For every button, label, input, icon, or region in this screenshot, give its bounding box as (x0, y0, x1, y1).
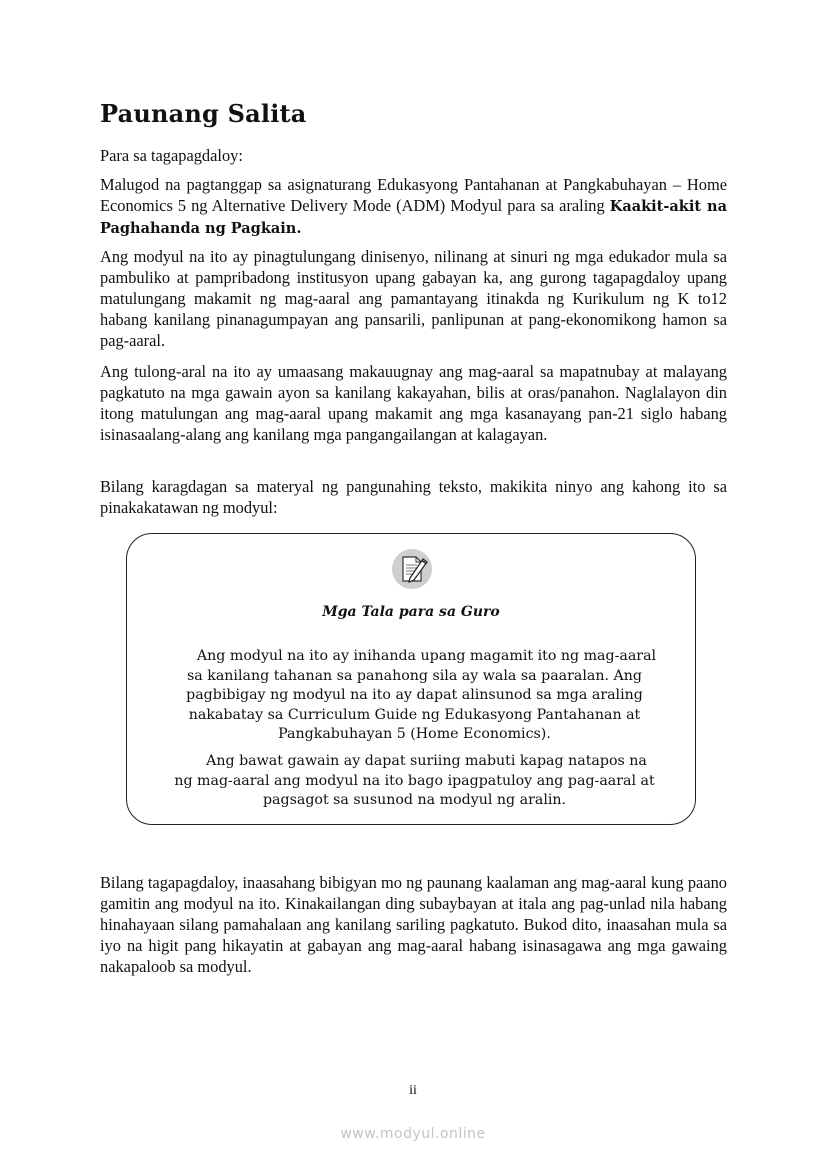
lesson-title: Kaakit-akit na Paghahanda ng Pagkain. (100, 198, 727, 237)
teacher-notes-box (126, 533, 696, 825)
notes-title: Mga Tala para sa Guro (322, 604, 500, 620)
greeting: Para sa tagapagdaloy: (100, 146, 243, 165)
paragraph-3: Bilang karagdagan sa materyal ng pangunahing teksto, makikita ninyo ang kahong ito sa pinakakatawan ng modyul: (100, 477, 727, 517)
page-number: ii (409, 1083, 417, 1098)
closing-paragraph: Bilang tagapagdaloy, inaasahang bibigyan mo ng paunang kaalaman ang mag-aaral kung paano gamitin ang modyul na ito. Kinakailangan ding subaybayan at itala ang pag-unlad nila habang hinahayaan silang pamahalaan ang kanilang sariling pagkatuto. Bukod dito, inaasahan mula sa iyo na higit pang hikayatin at gabayan ang mag-aaral habang isinasagawa ang mga gawaing nakapaloob sa modyul. (100, 873, 727, 976)
notepad-pencil-icon (392, 549, 432, 589)
page-title: Paunang Salita (100, 99, 307, 128)
notes-paragraph-1: Ang modyul na ito ay inihanda upang magamit ito ng mag-aaral sa kanilang tahanan sa panahong sila ay wala sa paaralan. Ang pagbibigay ng modyul na ito ay dapat alinsunod sa mga araling nakabatay sa Curriculum Guide ng Edukasyong Pantahanan at Pangkabuhayan 5 (Home Economics). (186, 648, 657, 742)
paragraph-1: Ang modyul na ito ay pinagtulungang dinisenyo, nilinang at sinuri ng mga edukador mula sa pambuliko at pampribadong institusyon upang gabayan ka, ang gurong tagapagdaloy upang matulungang makamit ng mag-aaral ang pamantayang itinakda ng Kurikulum ng K to12 habang kanilang pinanagumpayan ang pansarili, panlipunan at pang-ekonomikong hamon sa pag-aaral. (100, 247, 727, 350)
intro-text: Malugod na pagtanggap sa asignaturang Edukasyong Pantahanan at Pangkabuhayan – Home Economics 5 ng Alternative Delivery Mode (ADM) Modyul para sa araling (100, 175, 727, 215)
notes-paragraph-2: Ang bawat gawain ay dapat suriing mabuti kapag natapos na ng mag-aaral ang modyul na ito bago ipagpatuloy ang pag-aaral at pagsagot sa susunod na modyul ng aralin. (174, 753, 655, 808)
paragraph-2: Ang tulong-aral na ito ay umaasang makauugnay ang mag-aaral sa mapatnubay at malayang pagkatuto na mga gawain ayon sa kanilang kakayahan, bilis at oras/panahon. Naglalayon din itong matulungan ang mag-aaral upang makamit ang mga kasanayang pan-21 siglo habang isinasaalang-alang ang kanilang mga pangangailangan at kalagayan. (100, 362, 727, 444)
intro-paragraph (100, 174, 727, 239)
watermark: www.modyul.online (340, 1126, 486, 1142)
